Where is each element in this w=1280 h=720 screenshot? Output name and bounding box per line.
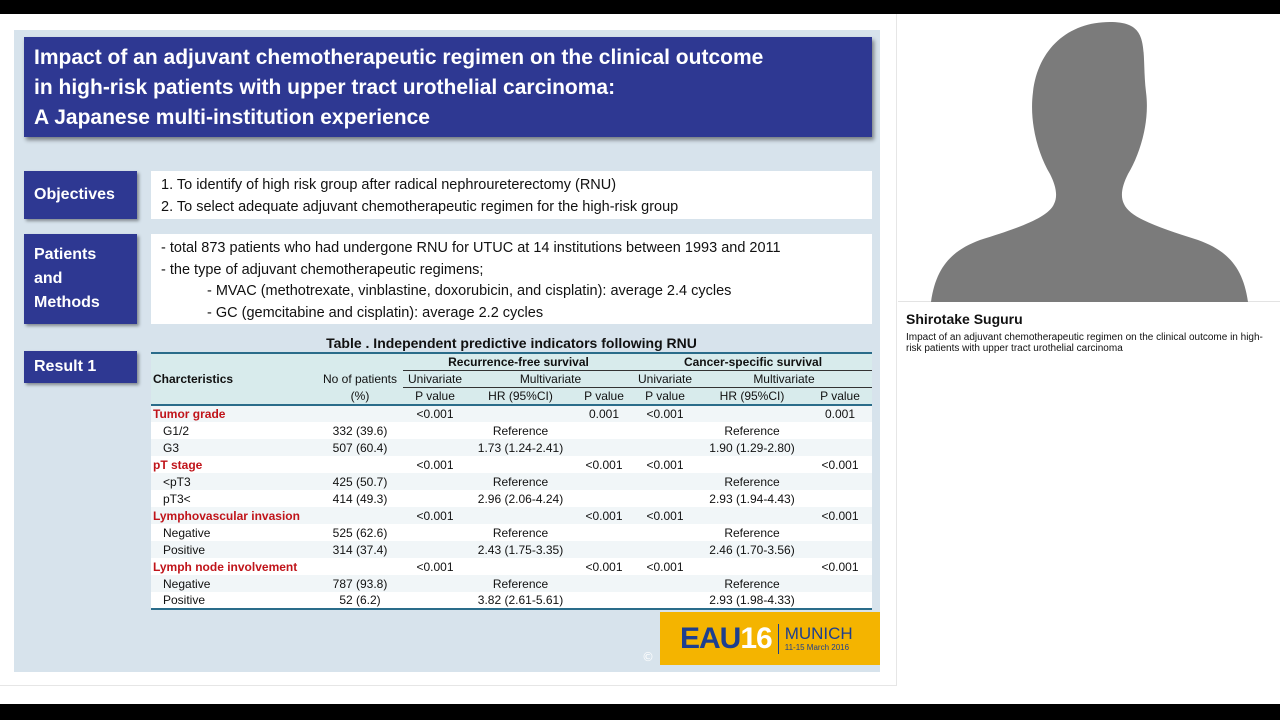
p-value: <0.001 [416, 508, 454, 523]
method-subitem: - MVAC (methotrexate, vinblastine, doxorubicin, and cisplatin): average 2.4 cycles [207, 283, 732, 299]
row-label: G3 [163, 440, 180, 455]
row-label: <pT3 [163, 474, 191, 489]
logo-number: 16 [740, 621, 772, 655]
hazard-ratio: Reference [492, 423, 549, 438]
css-univariate-header: Univariate [634, 371, 696, 388]
table-row [151, 524, 872, 541]
p-value: <0.001 [585, 508, 623, 523]
speaker-description: Impact of an adjuvant chemotherapeutic regimen on the clinical outcome in high-risk patients with upper tract urothelial carcinoma [906, 332, 1263, 354]
slide-content [14, 30, 880, 672]
title-line-2: in high-risk patients with upper tract urothelial carcinoma: [34, 76, 616, 99]
table-row [151, 490, 872, 507]
table-header-row [151, 388, 872, 406]
p-value: <0.001 [585, 559, 623, 574]
category-name: Lymphovascular invasion [153, 508, 300, 523]
category-name: pT stage [153, 457, 203, 472]
hazard-ratio: 2.43 (1.75-3.35) [477, 542, 564, 557]
result-label-text: Result 1 [34, 358, 97, 375]
table-title: Table . Independent predictive indicators following RNU [326, 335, 697, 351]
p-value: <0.001 [646, 508, 684, 523]
row-label: Positive [163, 542, 206, 557]
patient-count: 314 (37.4) [332, 542, 388, 557]
title-line-3: A Japanese multi-institution experience [34, 106, 430, 129]
hazard-ratio: 3.82 (2.61-5.61) [477, 593, 564, 607]
table-row [151, 473, 872, 490]
hazard-ratio: Reference [724, 525, 780, 540]
table-header-row [151, 371, 872, 388]
p-value: <0.001 [646, 407, 684, 421]
patient-count: 425 (50.7) [332, 474, 388, 489]
objectives-label-text: Objectives [34, 186, 115, 203]
logo-divider [778, 624, 779, 654]
p-value: <0.001 [821, 457, 859, 472]
methods-label-line: and [34, 270, 63, 287]
method-item: - the type of adjuvant chemotherapeutic regimens; [161, 261, 484, 278]
p-value: <0.001 [646, 559, 684, 574]
patient-count: 414 (49.3) [332, 491, 388, 506]
no-patients-header-unit: (%) [350, 388, 370, 403]
methods-label-line: Patients [34, 246, 97, 263]
table-row [151, 558, 872, 575]
methods-label [24, 234, 137, 324]
hazard-ratio: 2.93 (1.94-4.43) [709, 491, 795, 506]
table-row [151, 456, 872, 473]
p-value: 0.001 [588, 407, 620, 421]
objectives-label [24, 171, 137, 219]
hazard-ratio: 1.90 (1.29-2.80) [709, 440, 795, 455]
hr-header: HR (95%CI) [719, 389, 785, 403]
slide-title [24, 37, 872, 137]
logo-word: EAU [680, 621, 741, 655]
patient-count: 507 (60.4) [332, 440, 388, 455]
table-row [151, 422, 872, 439]
presentation-slide [0, 14, 897, 686]
p-value: <0.001 [821, 559, 859, 574]
p-value: <0.001 [416, 559, 454, 574]
hr-header: HR (95%CI) [488, 389, 553, 403]
logo-dates: 11-15 March 2016 [784, 642, 850, 652]
p-value: <0.001 [416, 407, 454, 421]
person-silhouette-icon [898, 14, 1280, 302]
logo-city: MUNICH [784, 623, 853, 643]
rfs-multivariate-header: Multivariate [467, 371, 634, 388]
no-patients-header: No of patients [322, 372, 398, 386]
hazard-ratio: 2.96 (2.06-4.24) [477, 491, 564, 506]
row-label: Positive [163, 593, 206, 607]
p-value-header: P value [820, 389, 860, 403]
hazard-ratio: 1.73 (1.24-2.41) [477, 440, 564, 455]
speaker-name: Shirotake Suguru [906, 311, 1023, 327]
patient-count: 525 (62.6) [332, 525, 388, 540]
title-line-1: Impact of an adjuvant chemotherapeutic regimen on the clinical outcome [34, 46, 764, 69]
video-stage [0, 14, 1280, 704]
objective-item: 2. To select adequate adjuvant chemotherapeutic regimen for the high-risk group [161, 198, 679, 215]
methods-label-line: Methods [34, 294, 100, 311]
table-row [151, 439, 872, 456]
p-value-header: P value [645, 389, 685, 403]
row-label: G1/2 [163, 423, 190, 438]
hazard-ratio: Reference [724, 576, 780, 591]
hazard-ratio: Reference [492, 474, 549, 489]
methods-content [151, 234, 872, 324]
result-label [24, 351, 137, 383]
logo-details [785, 625, 853, 653]
p-value-header: P value [584, 389, 624, 403]
p-value: <0.001 [585, 457, 623, 472]
category-name: Lymph node involvement [153, 559, 298, 574]
hazard-ratio: Reference [492, 576, 549, 591]
speaker-avatar [898, 14, 1280, 302]
hazard-ratio: Reference [492, 525, 549, 540]
method-subitem: - GC (gemcitabine and cisplatin): average 2.2 cycles [207, 304, 544, 321]
row-label: Negative [163, 576, 211, 591]
copyright-mark: © [642, 650, 654, 664]
patient-count: 332 (39.6) [332, 423, 388, 438]
hazard-ratio: Reference [724, 423, 780, 438]
objective-item: 1. To identify of high risk group after radical nephroureterectomy (RNU) [161, 177, 617, 193]
characteristics-header: Charcteristics [153, 372, 234, 386]
p-value: <0.001 [416, 457, 454, 472]
p-value-header: P value [415, 389, 455, 403]
row-label: pT3< [163, 491, 191, 506]
table-row [151, 592, 872, 609]
p-value: <0.001 [646, 457, 684, 472]
objectives-content [151, 171, 872, 219]
patient-count: 52 (6.2) [339, 593, 381, 607]
category-name: Tumor grade [153, 407, 226, 421]
table-row [151, 405, 872, 422]
row-label: Negative [163, 525, 211, 540]
rfs-univariate-header: Univariate [403, 371, 467, 388]
table-row [151, 575, 872, 592]
results-table [151, 352, 872, 610]
method-item: - total 873 patients who had undergone RNU for UTUC at 14 institutions between 1993 and 2011 [161, 240, 781, 256]
table-row [151, 541, 872, 558]
p-value: 0.001 [824, 407, 856, 421]
rfs-header: Recurrence-free survival [403, 353, 634, 371]
css-multivariate-header: Multivariate [696, 371, 872, 388]
hazard-ratio: 2.93 (1.98-4.33) [709, 593, 795, 607]
table-header-row [151, 353, 872, 371]
css-header: Cancer-specific survival [634, 353, 872, 371]
hazard-ratio: 2.46 (1.70-3.56) [709, 542, 795, 557]
patient-count: 787 (93.8) [332, 576, 388, 591]
hazard-ratio: Reference [724, 474, 780, 489]
p-value: <0.001 [821, 508, 859, 523]
eau16-logo [660, 612, 880, 665]
table-row [151, 507, 872, 524]
